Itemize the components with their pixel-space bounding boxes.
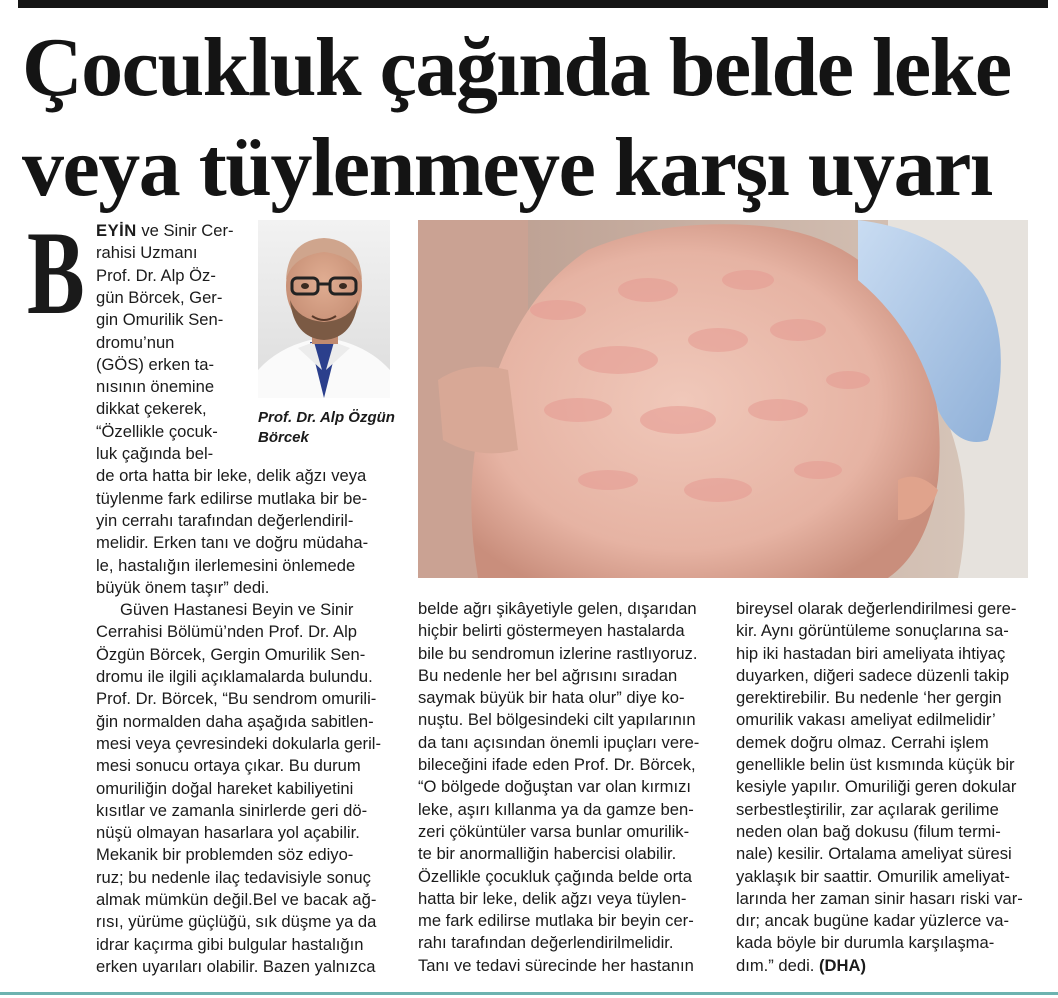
article-line: demek doğru olmaz. Cerrahi işlem [736,732,989,752]
article-line: “O bölgede doğuştan var olan kırmızı [418,777,692,797]
article-line: mesi veya çevresindeki dokularla geril- [96,733,381,753]
article-line: serbestleştirilir, zar açılarak gerilime [736,799,999,819]
article-line: dım.” dedi. (DHA) [736,955,867,975]
lead-word: EYİN [96,221,137,240]
article-line: Tanı ve tedavi sürecinde her hastanın [418,955,694,975]
article-line: gün Börcek, Ger- [96,287,223,307]
article-line: bile bu sendromun izlerine rastlıyoruz. [418,643,698,663]
article-line: rahisi Uzmanı [96,243,198,263]
article-line: belde ağrı şikâyetiyle gelen, dışarıdan [418,599,697,618]
article-line: omuriliğin doğal hareket kabiliyetini [96,778,354,798]
article-line: hatta bir leke, delik ağzı veya tüylen- [418,888,687,908]
article-line: dromu’nun [96,332,175,352]
article-line: luk çağında bel- [96,444,214,463]
article-line: yin cerrahı tarafından değerlendiril- [96,510,354,530]
article-line: Bu nedenle her bel ağrısını sıradan [418,665,678,685]
article-line: dır; ancak bugüne kadar yüzlerce va- [736,911,1010,931]
caption-line: Börcek [258,429,309,446]
article-line-text: ve Sinir Cer- [136,221,234,240]
article-line: kir. Aynı görüntüleme sonuçlarına sa- [736,621,1009,641]
article-line: te bir anormalliğin habercisi olabilir. [418,844,677,864]
article-line: genellikle belin üst kısmında küçük bir [736,755,1015,775]
article-line: bireysel olarak değerlendirilmesi gere- [736,599,1017,618]
article-line: almak mümkün değil.Bel ve bacak ağ- [96,890,377,909]
article-line: larında her zaman sinir hasarı riski var- [736,888,1023,908]
article-line: Prof. Dr. Börcek, “Bu sendrom omurili- [96,689,377,709]
article-line: Mekanik bir problemden söz ediyo- [96,845,354,865]
top-rule [18,0,1048,8]
headline [22,18,1048,218]
article-line: ruz; bu nedenle ilaç tedavisiyle sonuç [96,867,371,887]
article-line: idrar kaçırma gibi bulgular hastalığın [96,934,364,954]
article-line: nüşü olmayan hasarlara yol açabilir. [96,823,360,843]
article-line: duyarken, diğeri sadece düzenli takip [736,665,1010,685]
article-line: kada böyle bir durumla karşılaşma- [736,933,995,953]
article-column-1 [0,206,400,990]
article-line: hiçbir belirti göstermeyen hastalarda [418,621,685,641]
article-line: “Özellikle çocuk- [96,421,218,441]
article-line: gerektirebilir. Bu nedenle ‘her gergin [736,688,1002,708]
headline-line-2: veya tüylenmeye karşı uyarı [22,121,992,214]
article-line: erken uyarıları olabilir. Bazen yalnızca [96,956,376,976]
article-line: de orta hatta bir leke, delik ağzı veya [96,466,367,486]
article-line: tüylenme fark edilirse mutlaka bir be- [96,488,368,508]
article-line: hip iki hastadan biri ameliyata ihtiyaç [736,643,1006,663]
article-line: le, hastalığın ilerlemesini önlemede [96,555,356,575]
article-line: nuştu. Bel bölgesindeki cilt yapılarının [418,710,696,730]
news-agency-source: (DHA) [819,955,867,975]
headline-line-1: Çocukluk çağında belde leke [22,21,1011,114]
article-line: me fark edilirse mutlaka bir beyin cer- [418,911,694,931]
article-line: Güven Hastanesi Beyin ve Sinir [120,600,354,620]
article-line: Prof. Dr. Alp Öz- [96,265,216,285]
article-line: gin Omurilik Sen- [96,310,224,330]
article-line: (GÖS) erken ta- [96,354,215,374]
article-line: Özellikle çocukluk çağında belde orta [418,866,692,886]
article-line: mesi sonucu ortaya çıkar. Bu durum [96,756,361,776]
article-line [96,220,234,242]
article-line: nısının önemine [96,377,215,397]
article-line: dromu ile ilgili açıklamalarda bulundu. [96,667,373,686]
drop-cap: B [27,206,85,339]
article-line: saymak büyük bir hata olur” diye ko- [418,688,685,708]
article-line: omurilik vakası ameliyat edilmelidir’ [736,710,996,730]
article-line: zeri çöküntüler varsa bunlar omurilik- [418,821,690,841]
article-column-3 [736,598,1036,977]
article-line: neden olan bağ dokusu (filum termi- [736,821,1001,841]
infant-back-rash-image [418,220,1028,578]
article-column-2 [418,598,718,977]
article-line: rahı tarafından değerlendirilmelidir. [418,933,674,953]
article-line: kısıtlar ve zamanla sinirlerde geri dö- [96,800,368,820]
article-line: leke, aşırı kıllanma ya da gamze ben- [418,799,694,819]
article-line: Cerrahisi Bölümü’nden Prof. Dr. Alp [96,622,358,642]
article-line: nale) kesilir. Ortalama ameliyat süresi [736,844,1012,864]
article-line: melidir. Erken tanı ve doğru müdaha- [96,533,369,553]
article-line: kesiyle yapılır. Omuriliği geren dokular [736,777,1017,797]
bottom-rule [0,992,1058,995]
article-line: yaklaşık bir saattir. Omurilik ameliyat- [736,866,1010,886]
article-line: da tanı açısından önemli ipuçları vere- [418,732,700,752]
article-line: dikkat çekerek, [96,399,207,419]
article-line: bileceğini ifade eden Prof. Dr. Börcek, [418,755,696,775]
article-line: rısı, yürüme güçlüğü, sık düşme ya da [96,912,377,932]
article-line: ğin normalden daha aşağıda sabitlen- [96,711,374,731]
article-line: büyük önem taşır” dedi. [96,577,270,597]
article-line: Özgün Börcek, Gergin Omurilik Sen- [96,644,366,664]
caption-line: Prof. Dr. Alp Özgün [258,409,395,426]
